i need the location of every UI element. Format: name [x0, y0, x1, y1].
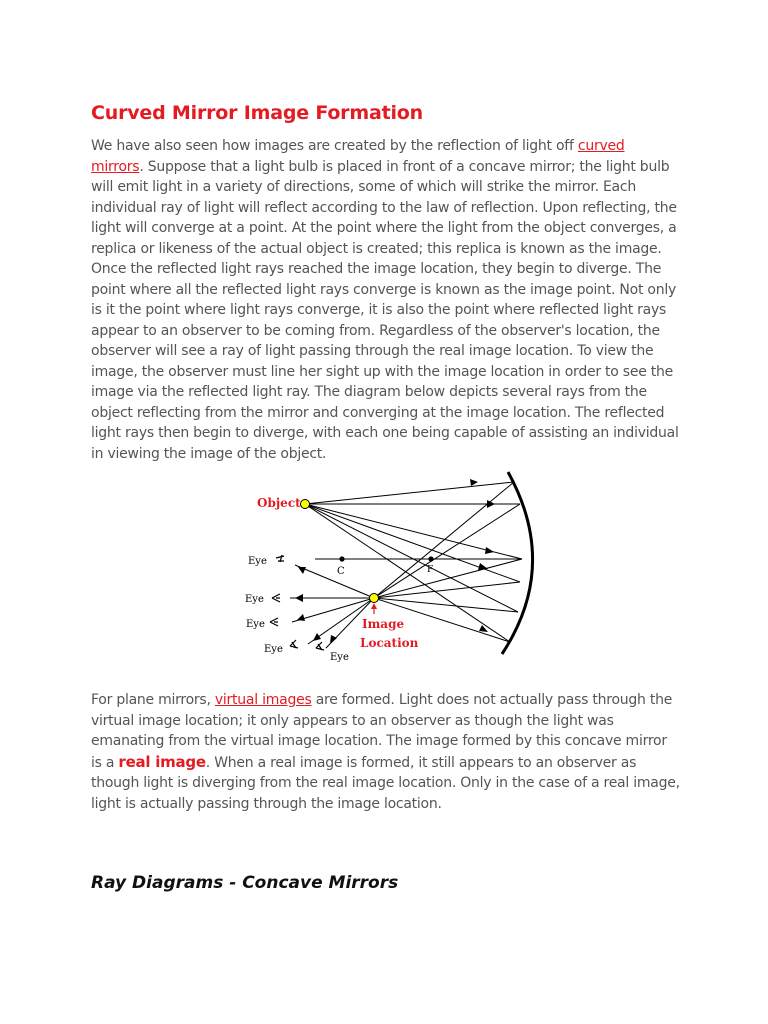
paragraph-intro: [91, 136, 681, 464]
intro-text-start: We have also seen how images are created by the reflection of light off: [91, 138, 578, 154]
p2-text-end: . When a real image is formed, it still appears to an observer as though light is diverging from the real image location. Only in the case of a real image, light is actually passing through the image location.: [91, 754, 680, 812]
reflected-arrowheads: [295, 567, 337, 644]
p2-text-start: For plane mirrors,: [91, 692, 215, 708]
f-label: F: [427, 565, 434, 575]
virtual-images-link[interactable]: virtual images: [214, 692, 312, 708]
center-of-curvature-point: [339, 556, 344, 561]
c-label: C: [337, 566, 345, 577]
object-bulb: [301, 500, 310, 509]
ray-diagram: [240, 462, 540, 674]
paragraph-real-image: [91, 690, 681, 814]
object-label: Object: [257, 496, 301, 510]
eye-label-3: Eye: [246, 619, 265, 630]
eye-label-1: Eye: [248, 556, 267, 567]
intro-text-rest: . Suppose that a light bulb is placed in front of a concave mirror; the light bulb will emit light in a variety of directions, some of which will strike the mirror. Each individual ray of light will reflect according to the law of reflection. Upon reflecting, the light will converge at a point. At the point where the light from the object converges, a replica or likeness of the actual object is created; this replica is known as the image. Once the reflected light rays reached the image location, they begin to diverge. The point where all the reflected light rays converge is known as the image point. Not only is it the point where light rays converge, it is also the point where reflected light rays appear to an observer to be coming from. Regardless of the observer's location, the observer will see a ray of light passing through the real image location. To view the image, the observer must line her sight up with the image location in order to see the image via the reflected light ray. The diagram below depicts several rays from the object reflecting from the mirror and converging at the image location. The reflected light rays then begin to diverge, with each one being capable of assisting an individual in viewing the image of the object.: [91, 158, 679, 462]
image-point: [370, 594, 379, 603]
eye-label-4: Eye: [264, 644, 283, 655]
curved-mirrors-link[interactable]: curved mirrors: [91, 138, 625, 175]
real-image-term: real image: [118, 752, 206, 771]
image-label-line1: Image: [362, 617, 405, 631]
p2-text-middle: are formed. Light does not actually pass through the virtual image location; it only appears to an observer as though the light was emanating from the virtual image location. The image formed by this concave mirror is a: [91, 692, 673, 771]
image-label-line2: Location: [360, 636, 419, 650]
eye-label-2: Eye: [245, 594, 264, 605]
eye-label-5: Eye: [330, 652, 349, 663]
page-title: Curved Mirror Image Formation: [91, 102, 423, 124]
section-subheading: Ray Diagrams - Concave Mirrors: [91, 873, 399, 893]
